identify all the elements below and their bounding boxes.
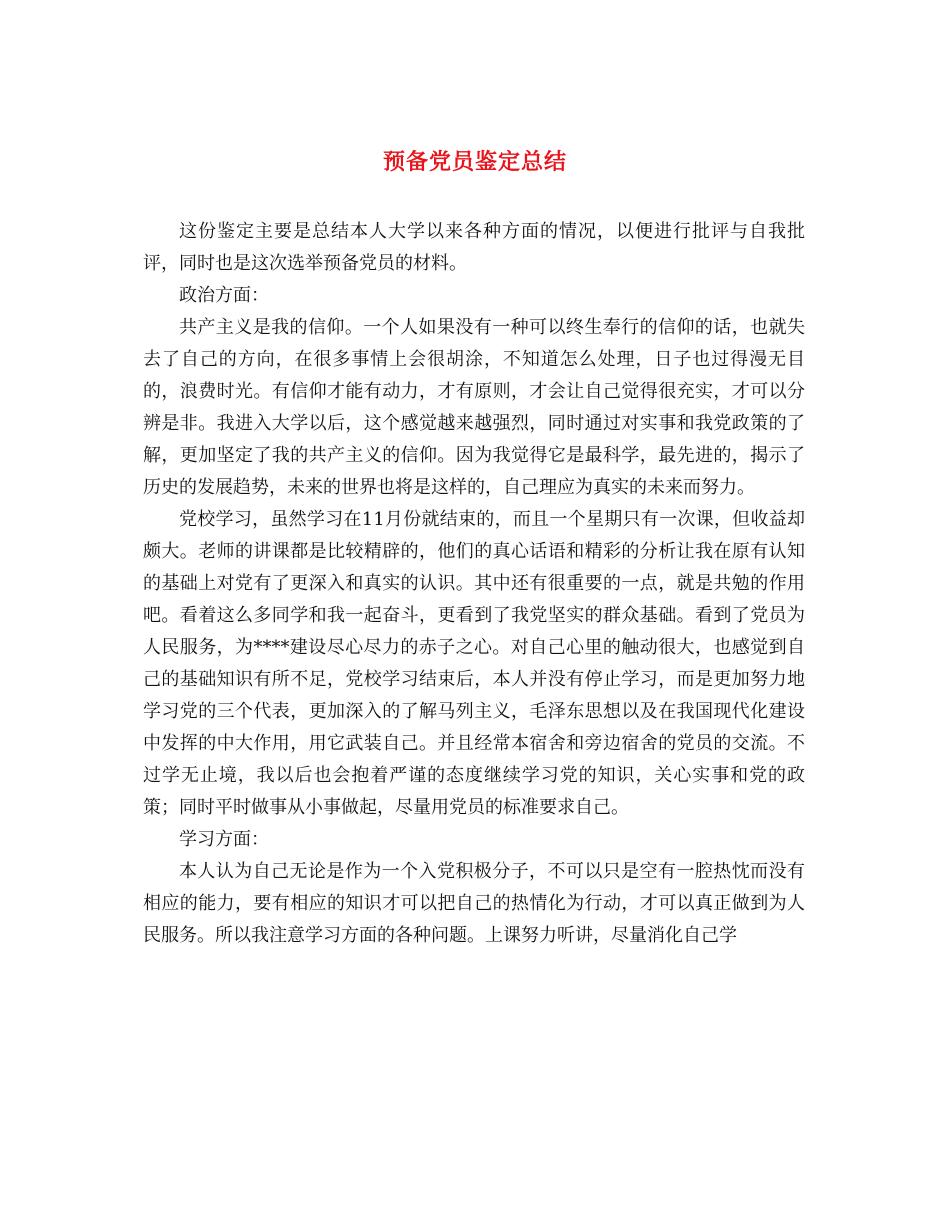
paragraph-party-school: 党校学习，虽然学习在11月份就结束的，而且一个星期只有一次课，但收益却颇大。老师的讲课都是比较精辟的，他们的真心话语和精彩的分析让我在原有认知的基础上对党有了更深入和真实的认识。其中还有很重要的一点，就是共勉的作用吧。看着这么多同学和我一起奋斗，更看到了我党坚实的群众基础。看到了党员为人民服务，为****建设尽心尽力的赤子之心。对自己心里的触动很大，也感觉到自己的基础知识有所不足，党校学习结束后，本人并没有停止学习，而是更加努力地学习党的三个代表，更加深入的了解马列主义，毛泽东思想以及在我国现代化建设中发挥的中大作用，用它武装自己。并且经常本宿舍和旁边宿舍的党员的交流。不过学无止境，我以后也会抱着严谨的态度继续学习党的知识，关心实事和党的政策；同时平时做事从小事做起，尽量用党员的标准要求自己。 (143, 509, 805, 818)
paragraph-study: 本人认为自己无论是作为一个入党积极分子，不可以只是空有一腔热忱而没有相应的能力，要有相应的知识才可以把自己的热情化为行动，才可以真正做到为人民服务。所以我注意学习方面的各种问题。上课努力听讲，尽量消化自己学 (143, 861, 805, 946)
section-heading-study: 学习方面： (179, 829, 269, 850)
paragraph-politics: 共产主义是我的信仰。一个人如果没有一种可以终生奉行的信仰的话，也就失去了自己的方向，在很多事情上会很胡涂，不知道怎么处理，日子也过得漫无目的，浪费时光。有信仰才能有动力，才有原则，才会让自己觉得很充实，才可以分辨是非。我进入大学以后，这个感觉越来越强烈，同时通过对实事和我党政策的了解，更加坚定了我的共产主义的信仰。因为我觉得它是最科学，最先进的，揭示了历史的发展趋势，未来的世界也将是这样的，自己理应为真实的未来而努力。 (143, 317, 805, 498)
document-body (143, 216, 805, 952)
document-title: 预备党员鉴定总结 (382, 149, 567, 175)
paragraph-intro: 这份鉴定主要是总结本人大学以来各种方面的情况，以便进行批评与自我批评，同时也是这次选举预备党员的材料。 (143, 221, 805, 274)
section-heading-politics: 政治方面： (179, 285, 269, 306)
